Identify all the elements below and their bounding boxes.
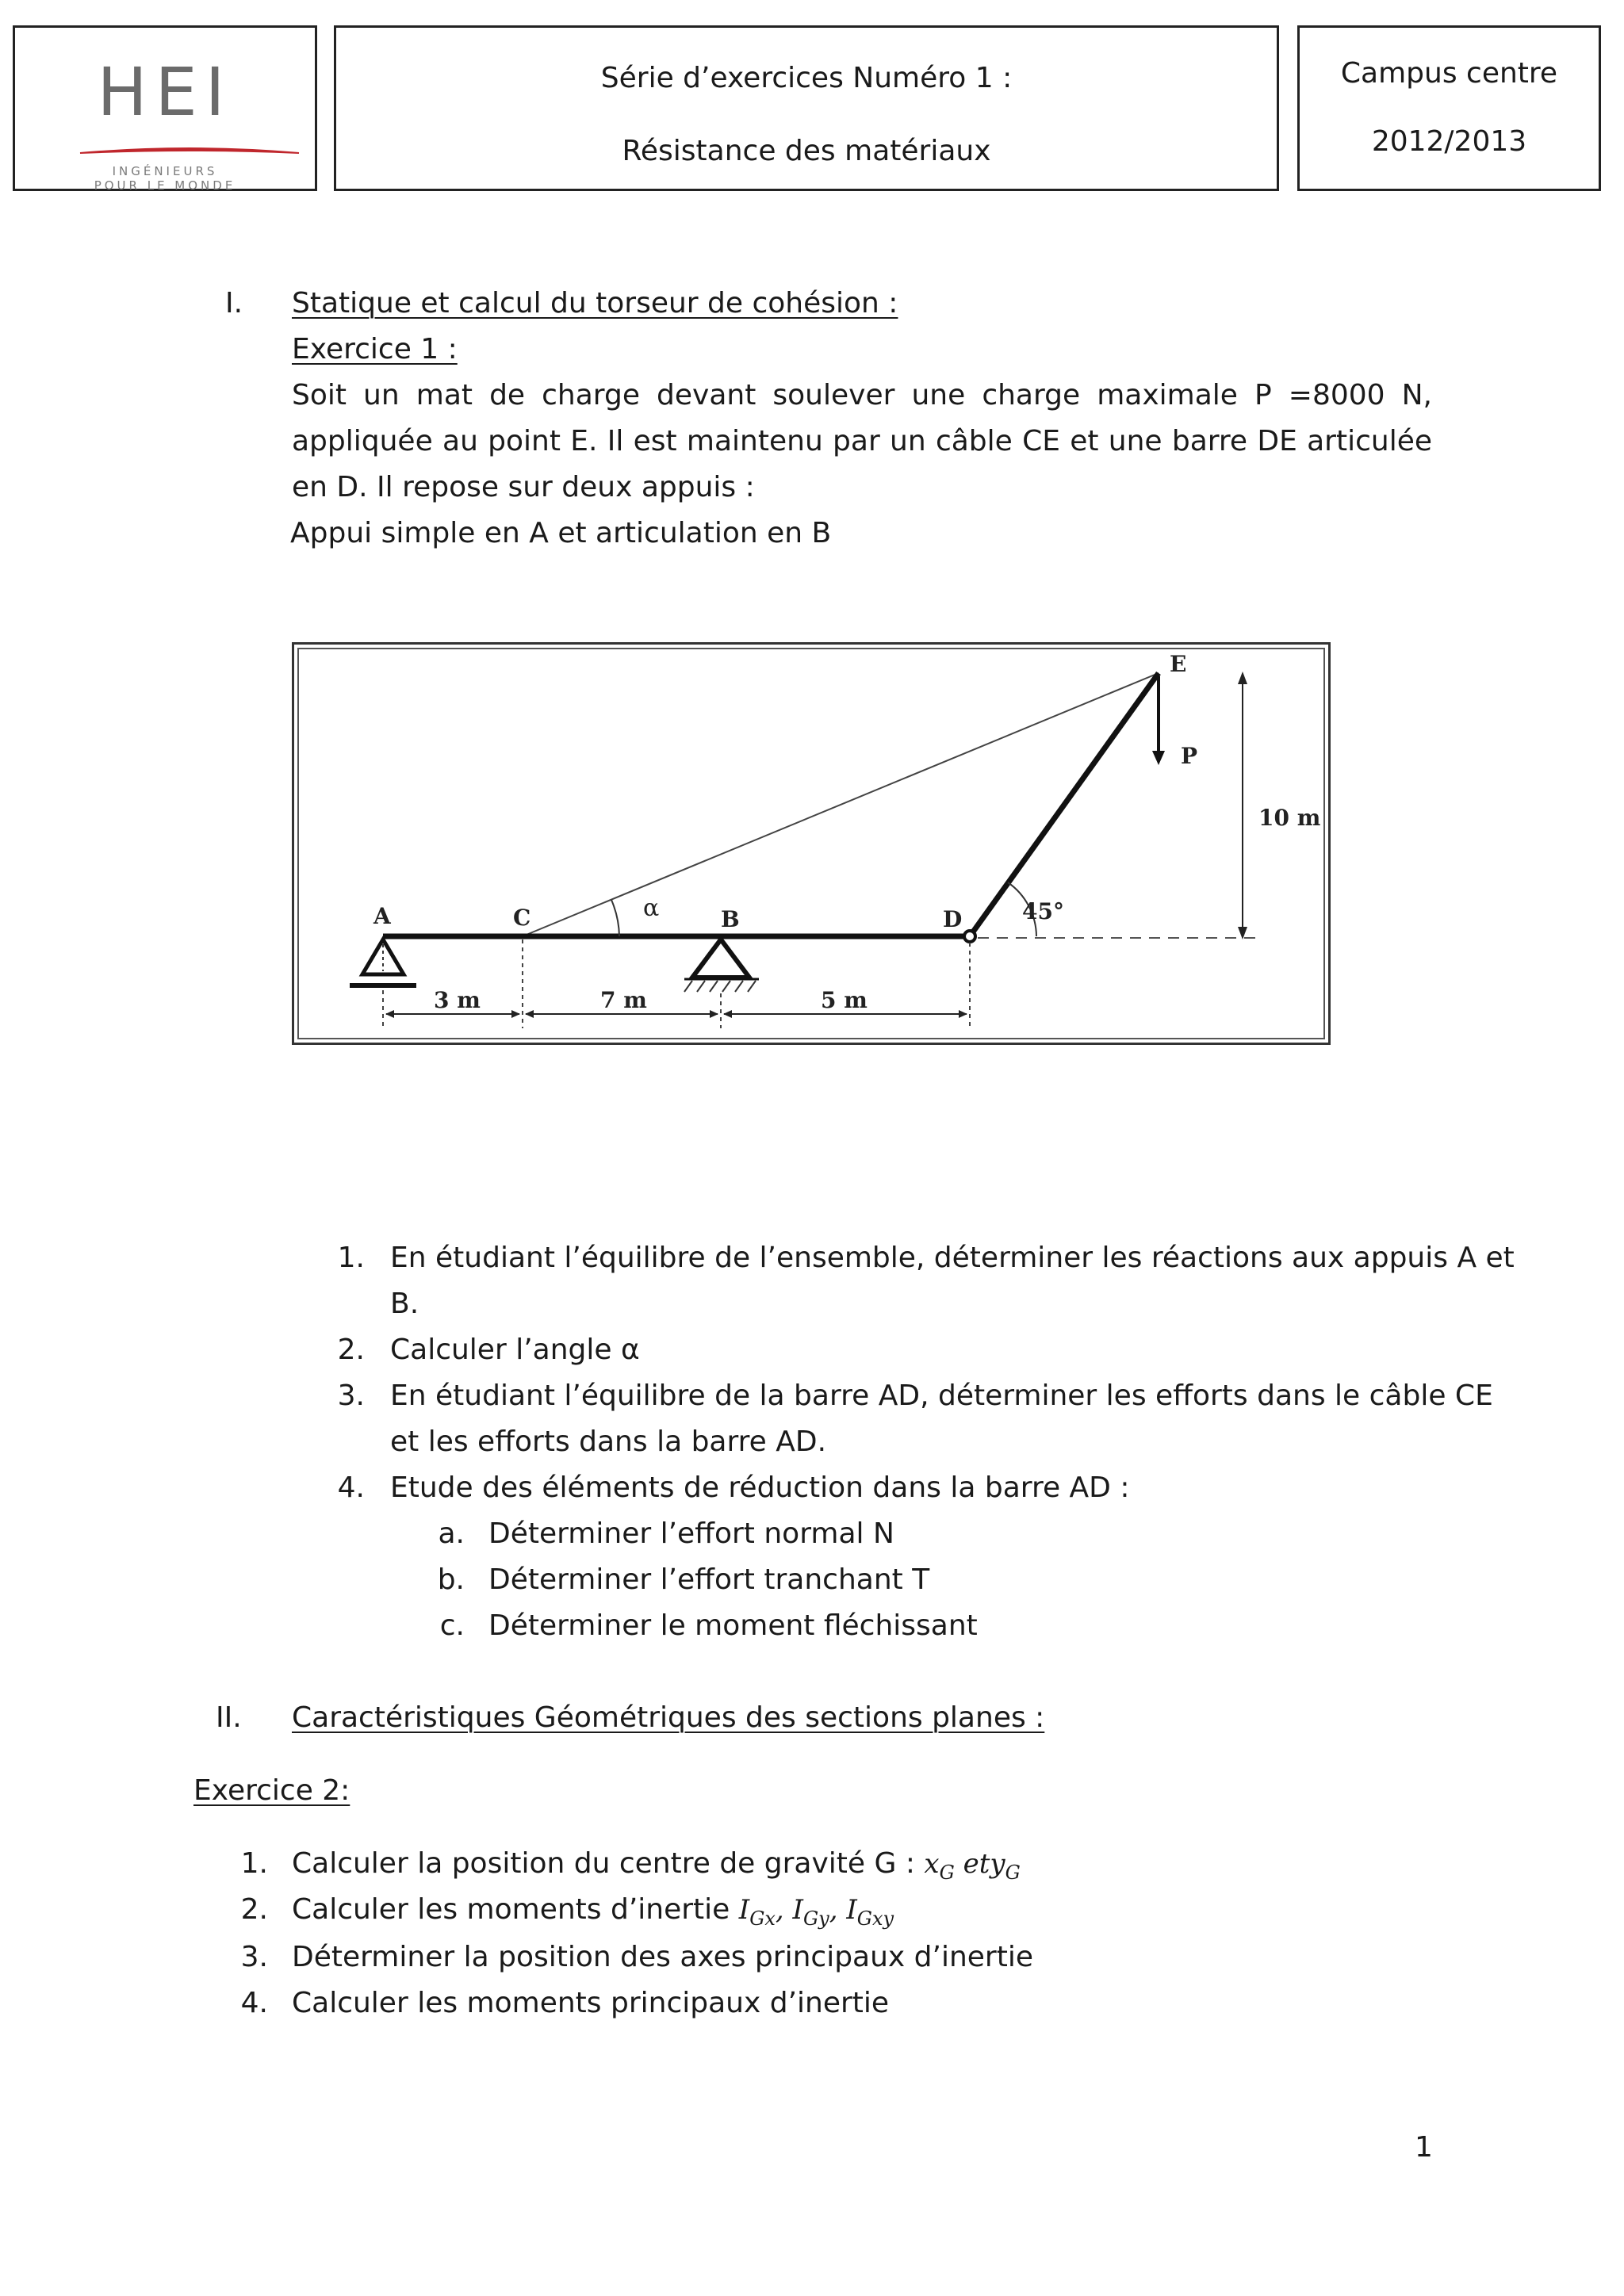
page-number: 1 — [1415, 2131, 1433, 2164]
angle-alpha-arc — [611, 900, 619, 936]
math-igy-sub: Gy — [802, 1907, 829, 1930]
subq-c-text: Déterminer le moment fléchissant — [488, 1609, 978, 1642]
mast-diagram — [292, 642, 1331, 1045]
section1-numeral: I. — [225, 287, 243, 320]
label-dim-cb: 7 m — [600, 987, 647, 1013]
logo-tagline-2: POUR LE MONDE — [94, 178, 236, 193]
math-igx-sub: Gx — [749, 1907, 776, 1930]
subq-b-text: Déterminer l’effort tranchant T — [488, 1563, 930, 1596]
series-title: Série d’exercices Numéro 1 : — [600, 62, 1013, 94]
math-x: x — [924, 1848, 940, 1880]
label-angle-45: 45° — [1022, 898, 1064, 924]
section2-numeral: II. — [216, 1701, 242, 1734]
q3-line1: En étudiant l’équilibre de la barre AD, déterminer les efforts dans le câble CE — [390, 1380, 1493, 1412]
header-campus-box — [1297, 25, 1601, 191]
label-alpha: α — [643, 894, 660, 922]
section2-title: Caractéristiques Géométriques des sections planes : — [292, 1701, 1045, 1734]
ex2-q1-math — [924, 1848, 1021, 1884]
hei-logo: HEI — [97, 53, 233, 131]
q1-number: 1. — [337, 1242, 365, 1274]
exercise1-title: Exercice 1 : — [292, 333, 458, 365]
math-sep1: , — [775, 1894, 793, 1926]
exercise1-supports: Appui simple en A et articulation en B — [290, 517, 832, 549]
ex2-q2-math — [738, 1894, 894, 1930]
height-dimension — [1238, 672, 1247, 939]
subq-a-letter: a. — [438, 1517, 465, 1550]
label-e: E — [1170, 651, 1187, 677]
support-a-icon — [350, 939, 416, 985]
math-igx: I — [738, 1894, 750, 1926]
math-ety: ety — [954, 1848, 1005, 1880]
logo-swoosh-icon — [79, 144, 301, 159]
ex2-q4-number: 4. — [240, 1987, 268, 2019]
q1-line2: B. — [390, 1288, 419, 1320]
q4-number: 4. — [337, 1471, 365, 1504]
ex2-q2-number: 2. — [240, 1893, 268, 1926]
exercise1-paragraph: Soit un mat de charge devant soulever une charge maximale P =8000 N, appliquée au point E. Il est maintenu par un câble CE et une barre DE articulée en D. Il repose sur deux appuis : — [292, 379, 1432, 503]
q2-number: 2. — [337, 1334, 365, 1366]
logo-tagline-1: INGÉNIEURS — [112, 164, 218, 178]
math-x-sub: G — [939, 1861, 955, 1884]
math-igxy: I — [846, 1894, 857, 1926]
q1-line1: En étudiant l’équilibre de l’ensemble, déterminer les réactions aux appuis A et — [390, 1242, 1515, 1274]
header-logo-box — [13, 25, 317, 191]
math-y-sub: G — [1005, 1861, 1021, 1884]
ex2-q1-number: 1. — [240, 1847, 268, 1880]
label-height: 10 m — [1258, 805, 1321, 831]
load-p-arrow-icon — [1152, 676, 1165, 765]
label-dim-ac: 3 m — [434, 987, 481, 1013]
math-igy: I — [792, 1894, 803, 1926]
ex2-q3-text: Déterminer la position des axes principaux d’inertie — [292, 1941, 1033, 1973]
ex2-q2-text: Calculer les moments d’inertie — [292, 1893, 739, 1926]
academic-year: 2012/2013 — [1371, 125, 1527, 158]
q2-line1: Calculer l’angle α — [390, 1334, 640, 1366]
campus-label: Campus centre — [1340, 57, 1558, 90]
label-c: C — [513, 905, 531, 931]
ex2-q1-text: Calculer la position du centre de gravité G : — [292, 1847, 925, 1880]
ex2-q3-number: 3. — [240, 1941, 268, 1973]
q4-line1: Etude des éléments de réduction dans la barre AD : — [390, 1471, 1130, 1504]
section1-title: Statique et calcul du torseur de cohésion : — [292, 287, 898, 320]
header-title-box — [334, 25, 1279, 191]
exercise2-title: Exercice 2: — [193, 1774, 350, 1807]
label-d: D — [943, 906, 963, 932]
math-igxy-sub: Gxy — [856, 1907, 894, 1930]
ex2-q2 — [292, 1887, 894, 1942]
subq-b-letter: b. — [437, 1563, 465, 1596]
q3-line2: et les efforts dans la barre AD. — [390, 1425, 827, 1458]
subq-c-letter: c. — [439, 1609, 465, 1642]
hinge-d-icon — [964, 931, 975, 942]
mast-diagram-svg — [294, 645, 1333, 1047]
math-sep2: , — [829, 1894, 847, 1926]
q3-number: 3. — [337, 1380, 365, 1412]
subq-a-text: Déterminer l’effort normal N — [488, 1517, 894, 1550]
support-b-icon — [684, 939, 759, 992]
label-dim-bd: 5 m — [821, 987, 868, 1013]
course-title: Résistance des matériaux — [622, 135, 991, 167]
label-a: A — [373, 903, 391, 929]
label-p: P — [1181, 743, 1198, 769]
ex2-q4-text: Calculer les moments principaux d’inertie — [292, 1987, 890, 2019]
label-b: B — [721, 906, 740, 932]
